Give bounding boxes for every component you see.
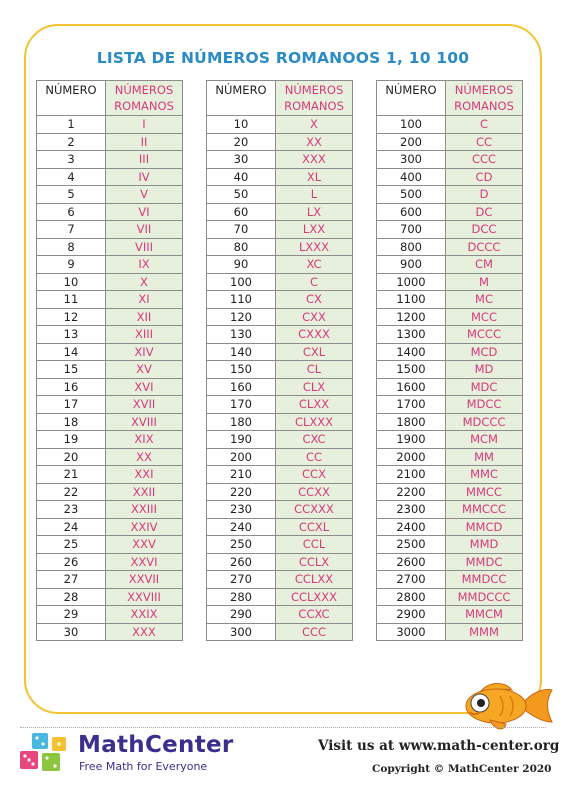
number-cell: 11 bbox=[37, 291, 106, 309]
table-row bbox=[377, 536, 523, 554]
roman-cell: MCM bbox=[446, 431, 523, 449]
number-cell: 1200 bbox=[377, 308, 446, 326]
table-row bbox=[207, 623, 353, 641]
number-cell: 2500 bbox=[377, 536, 446, 554]
table-row bbox=[377, 116, 523, 134]
table-row bbox=[37, 553, 183, 571]
table-row bbox=[377, 571, 523, 589]
table-row bbox=[207, 326, 353, 344]
table-row bbox=[207, 378, 353, 396]
table-row bbox=[377, 308, 523, 326]
table-row bbox=[377, 553, 523, 571]
number-cell: 5 bbox=[37, 186, 106, 204]
roman-cell: MMCC bbox=[446, 483, 523, 501]
number-cell: 1700 bbox=[377, 396, 446, 414]
table-row bbox=[377, 151, 523, 169]
roman-cell: XXIII bbox=[106, 501, 183, 519]
number-cell: 60 bbox=[207, 203, 276, 221]
table-row bbox=[207, 151, 353, 169]
number-cell: 100 bbox=[377, 116, 446, 134]
number-cell: 120 bbox=[207, 308, 276, 326]
roman-cell: XVIII bbox=[106, 413, 183, 431]
roman-cell: MMC bbox=[446, 466, 523, 484]
table-row bbox=[37, 168, 183, 186]
roman-cell: MMCD bbox=[446, 518, 523, 536]
number-cell: 2300 bbox=[377, 501, 446, 519]
table-row bbox=[377, 186, 523, 204]
table-row bbox=[377, 238, 523, 256]
roman-cell: VII bbox=[106, 221, 183, 239]
number-cell: 10 bbox=[207, 116, 276, 134]
roman-cell: MMDCCC bbox=[446, 588, 523, 606]
roman-cell: MMDC bbox=[446, 553, 523, 571]
table-row bbox=[377, 431, 523, 449]
roman-cell: CCC bbox=[276, 623, 353, 641]
roman-cell: CLX bbox=[276, 378, 353, 396]
table-row bbox=[37, 308, 183, 326]
table-row bbox=[377, 378, 523, 396]
number-cell: 25 bbox=[37, 536, 106, 554]
roman-cell: IX bbox=[106, 256, 183, 274]
roman-cell: CXC bbox=[276, 431, 353, 449]
table-row bbox=[207, 343, 353, 361]
number-cell: 27 bbox=[37, 571, 106, 589]
number-cell: 2400 bbox=[377, 518, 446, 536]
table-row bbox=[37, 536, 183, 554]
header-number: NÚMERO bbox=[37, 81, 106, 116]
roman-cell: MM bbox=[446, 448, 523, 466]
number-cell: 21 bbox=[37, 466, 106, 484]
table-row bbox=[37, 361, 183, 379]
goldfish-icon bbox=[460, 678, 556, 734]
table-row bbox=[37, 378, 183, 396]
number-cell: 1 bbox=[37, 116, 106, 134]
roman-cell: XXIV bbox=[106, 518, 183, 536]
number-cell: 4 bbox=[37, 168, 106, 186]
header-number: NÚMERO bbox=[377, 81, 446, 116]
roman-cell: XC bbox=[276, 256, 353, 274]
number-cell: 90 bbox=[207, 256, 276, 274]
roman-cell: CX bbox=[276, 291, 353, 309]
number-cell: 1100 bbox=[377, 291, 446, 309]
table-row bbox=[37, 448, 183, 466]
roman-cell: XXX bbox=[106, 623, 183, 641]
roman-cell: XII bbox=[106, 308, 183, 326]
table-row bbox=[37, 151, 183, 169]
roman-cell: MCD bbox=[446, 343, 523, 361]
roman-cell: LX bbox=[276, 203, 353, 221]
table-row bbox=[207, 466, 353, 484]
table-row bbox=[377, 221, 523, 239]
roman-cell: XXIX bbox=[106, 606, 183, 624]
table-row bbox=[37, 186, 183, 204]
roman-cell: XIII bbox=[106, 326, 183, 344]
roman-cell: M bbox=[446, 273, 523, 291]
number-cell: 8 bbox=[37, 238, 106, 256]
roman-cell: CC bbox=[446, 133, 523, 151]
roman-cell: C bbox=[446, 116, 523, 134]
number-cell: 300 bbox=[207, 623, 276, 641]
number-cell: 210 bbox=[207, 466, 276, 484]
number-cell: 900 bbox=[377, 256, 446, 274]
roman-cell: CCC bbox=[446, 151, 523, 169]
table-row bbox=[37, 413, 183, 431]
table-row bbox=[37, 221, 183, 239]
roman-cell: CCXX bbox=[276, 483, 353, 501]
roman-cell: CXXX bbox=[276, 326, 353, 344]
table-row bbox=[37, 571, 183, 589]
roman-cell: XVII bbox=[106, 396, 183, 414]
table-row bbox=[377, 466, 523, 484]
table-row bbox=[37, 501, 183, 519]
table-row bbox=[207, 291, 353, 309]
roman-cell: CCL bbox=[276, 536, 353, 554]
roman-table-2 bbox=[206, 80, 353, 641]
roman-cell: XX bbox=[276, 133, 353, 151]
table-row bbox=[207, 308, 353, 326]
table-row bbox=[377, 273, 523, 291]
number-cell: 2000 bbox=[377, 448, 446, 466]
dice-logo-icon bbox=[18, 731, 74, 781]
roman-cell: CCX bbox=[276, 466, 353, 484]
number-cell: 13 bbox=[37, 326, 106, 344]
roman-cell: DCCC bbox=[446, 238, 523, 256]
table-row bbox=[377, 203, 523, 221]
roman-cell: XXI bbox=[106, 466, 183, 484]
number-cell: 250 bbox=[207, 536, 276, 554]
roman-cell: CL bbox=[276, 361, 353, 379]
number-cell: 280 bbox=[207, 588, 276, 606]
table-row bbox=[377, 588, 523, 606]
roman-cell: XL bbox=[276, 168, 353, 186]
number-cell: 110 bbox=[207, 291, 276, 309]
roman-cell: XIX bbox=[106, 431, 183, 449]
table-row bbox=[37, 431, 183, 449]
roman-cell: LXXX bbox=[276, 238, 353, 256]
roman-cell: X bbox=[106, 273, 183, 291]
table-row bbox=[207, 361, 353, 379]
brand-name: MathCenter bbox=[78, 732, 234, 758]
roman-cell: MD bbox=[446, 361, 523, 379]
number-cell: 30 bbox=[37, 623, 106, 641]
roman-cell: CLXX bbox=[276, 396, 353, 414]
roman-cell: C bbox=[276, 273, 353, 291]
number-cell: 1000 bbox=[377, 273, 446, 291]
table-row bbox=[377, 133, 523, 151]
number-cell: 600 bbox=[377, 203, 446, 221]
number-cell: 15 bbox=[37, 361, 106, 379]
page-title: LISTA DE NÚMEROS ROMANOOS 1, 10 100 bbox=[96, 49, 470, 67]
header-roman: NÚMEROS ROMANOS bbox=[276, 81, 353, 116]
table-row bbox=[377, 606, 523, 624]
table-row bbox=[377, 361, 523, 379]
table-row bbox=[207, 203, 353, 221]
number-cell: 1900 bbox=[377, 431, 446, 449]
footer-divider bbox=[20, 727, 546, 728]
table-row bbox=[207, 396, 353, 414]
roman-cell: CCXXX bbox=[276, 501, 353, 519]
roman-cell: XI bbox=[106, 291, 183, 309]
roman-cell: XVI bbox=[106, 378, 183, 396]
table-row bbox=[37, 588, 183, 606]
roman-cell: D bbox=[446, 186, 523, 204]
table-row bbox=[37, 343, 183, 361]
roman-cell: XXII bbox=[106, 483, 183, 501]
table-row bbox=[207, 256, 353, 274]
number-cell: 3000 bbox=[377, 623, 446, 641]
header-number: NÚMERO bbox=[207, 81, 276, 116]
roman-cell: MCC bbox=[446, 308, 523, 326]
number-cell: 28 bbox=[37, 588, 106, 606]
roman-table-3 bbox=[376, 80, 523, 641]
table-row bbox=[207, 588, 353, 606]
roman-cell: VIII bbox=[106, 238, 183, 256]
table-row bbox=[37, 623, 183, 641]
number-cell: 80 bbox=[207, 238, 276, 256]
roman-cell: V bbox=[106, 186, 183, 204]
table-row bbox=[37, 518, 183, 536]
roman-cell: XXVI bbox=[106, 553, 183, 571]
number-cell: 230 bbox=[207, 501, 276, 519]
brand-tagline: Free Math for Everyone bbox=[79, 760, 208, 773]
number-cell: 2 bbox=[37, 133, 106, 151]
roman-cell: CC bbox=[276, 448, 353, 466]
number-cell: 2800 bbox=[377, 588, 446, 606]
number-cell: 16 bbox=[37, 378, 106, 396]
number-cell: 14 bbox=[37, 343, 106, 361]
number-cell: 40 bbox=[207, 168, 276, 186]
number-cell: 26 bbox=[37, 553, 106, 571]
number-cell: 190 bbox=[207, 431, 276, 449]
table-row bbox=[377, 396, 523, 414]
number-cell: 2900 bbox=[377, 606, 446, 624]
number-cell: 170 bbox=[207, 396, 276, 414]
table-row bbox=[207, 501, 353, 519]
table-row bbox=[207, 553, 353, 571]
roman-cell: XXX bbox=[276, 151, 353, 169]
roman-cell: CCLX bbox=[276, 553, 353, 571]
number-cell: 24 bbox=[37, 518, 106, 536]
table-row bbox=[37, 326, 183, 344]
number-cell: 10 bbox=[37, 273, 106, 291]
header-roman: NÚMEROS ROMANOS bbox=[446, 81, 523, 116]
number-cell: 1500 bbox=[377, 361, 446, 379]
number-cell: 180 bbox=[207, 413, 276, 431]
roman-cell: XXVIII bbox=[106, 588, 183, 606]
number-cell: 130 bbox=[207, 326, 276, 344]
number-cell: 12 bbox=[37, 308, 106, 326]
number-cell: 1600 bbox=[377, 378, 446, 396]
number-cell: 220 bbox=[207, 483, 276, 501]
copyright: Copyright © MathCenter 2020 bbox=[372, 763, 552, 775]
roman-cell: MMD bbox=[446, 536, 523, 554]
number-cell: 2100 bbox=[377, 466, 446, 484]
number-cell: 270 bbox=[207, 571, 276, 589]
number-cell: 140 bbox=[207, 343, 276, 361]
table-row bbox=[37, 483, 183, 501]
number-cell: 2600 bbox=[377, 553, 446, 571]
table-row bbox=[207, 221, 353, 239]
number-cell: 7 bbox=[37, 221, 106, 239]
roman-cell: L bbox=[276, 186, 353, 204]
table-row bbox=[207, 448, 353, 466]
number-cell: 20 bbox=[207, 133, 276, 151]
number-cell: 100 bbox=[207, 273, 276, 291]
table-row bbox=[37, 466, 183, 484]
table-row bbox=[377, 256, 523, 274]
visit-link[interactable]: Visit us at www.math-center.org bbox=[318, 738, 560, 754]
number-cell: 23 bbox=[37, 501, 106, 519]
table-row bbox=[37, 396, 183, 414]
table-row bbox=[207, 168, 353, 186]
roman-cell: CLXXX bbox=[276, 413, 353, 431]
number-cell: 240 bbox=[207, 518, 276, 536]
roman-cell: MCCC bbox=[446, 326, 523, 344]
number-cell: 22 bbox=[37, 483, 106, 501]
number-cell: 30 bbox=[207, 151, 276, 169]
number-cell: 2200 bbox=[377, 483, 446, 501]
roman-cell: XIV bbox=[106, 343, 183, 361]
roman-cell: I bbox=[106, 116, 183, 134]
number-cell: 1300 bbox=[377, 326, 446, 344]
table-row bbox=[377, 623, 523, 641]
number-cell: 6 bbox=[37, 203, 106, 221]
roman-cell: DCC bbox=[446, 221, 523, 239]
number-cell: 20 bbox=[37, 448, 106, 466]
table-row bbox=[207, 273, 353, 291]
header-roman: NÚMEROS ROMANOS bbox=[106, 81, 183, 116]
table-row bbox=[207, 518, 353, 536]
number-cell: 17 bbox=[37, 396, 106, 414]
number-cell: 400 bbox=[377, 168, 446, 186]
number-cell: 70 bbox=[207, 221, 276, 239]
number-cell: 150 bbox=[207, 361, 276, 379]
table-row bbox=[37, 133, 183, 151]
roman-cell: X bbox=[276, 116, 353, 134]
table-row bbox=[37, 273, 183, 291]
roman-cell: DC bbox=[446, 203, 523, 221]
number-cell: 700 bbox=[377, 221, 446, 239]
table-row bbox=[207, 431, 353, 449]
roman-cell: IV bbox=[106, 168, 183, 186]
number-cell: 50 bbox=[207, 186, 276, 204]
roman-cell: XXV bbox=[106, 536, 183, 554]
number-cell: 160 bbox=[207, 378, 276, 396]
roman-cell: LXX bbox=[276, 221, 353, 239]
roman-cell: CM bbox=[446, 256, 523, 274]
table-row bbox=[377, 483, 523, 501]
table-row bbox=[207, 483, 353, 501]
table-row bbox=[207, 413, 353, 431]
number-cell: 18 bbox=[37, 413, 106, 431]
roman-cell: CCXC bbox=[276, 606, 353, 624]
roman-cell: CCLXX bbox=[276, 571, 353, 589]
table-row bbox=[377, 518, 523, 536]
roman-cell: CCLXXX bbox=[276, 588, 353, 606]
table-row bbox=[377, 291, 523, 309]
table-row bbox=[377, 326, 523, 344]
table-row bbox=[37, 203, 183, 221]
roman-cell: CCXL bbox=[276, 518, 353, 536]
table-row bbox=[37, 256, 183, 274]
roman-cell: CD bbox=[446, 168, 523, 186]
table-row bbox=[207, 238, 353, 256]
number-cell: 9 bbox=[37, 256, 106, 274]
roman-table-1 bbox=[36, 80, 183, 641]
roman-cell: CXX bbox=[276, 308, 353, 326]
table-row bbox=[377, 501, 523, 519]
table-row bbox=[207, 571, 353, 589]
table-row bbox=[377, 343, 523, 361]
roman-cell: II bbox=[106, 133, 183, 151]
table-row bbox=[37, 606, 183, 624]
roman-cell: MMM bbox=[446, 623, 523, 641]
roman-cell: MDC bbox=[446, 378, 523, 396]
roman-cell: CXL bbox=[276, 343, 353, 361]
number-cell: 200 bbox=[207, 448, 276, 466]
table-row bbox=[207, 133, 353, 151]
table-row bbox=[377, 448, 523, 466]
number-cell: 260 bbox=[207, 553, 276, 571]
number-cell: 1400 bbox=[377, 343, 446, 361]
roman-cell: VI bbox=[106, 203, 183, 221]
table-row bbox=[377, 168, 523, 186]
roman-cell: MDCCC bbox=[446, 413, 523, 431]
table-row bbox=[207, 536, 353, 554]
number-cell: 200 bbox=[377, 133, 446, 151]
roman-cell: MMDCC bbox=[446, 571, 523, 589]
table-row bbox=[37, 291, 183, 309]
table-row bbox=[37, 238, 183, 256]
roman-cell: MC bbox=[446, 291, 523, 309]
roman-cell: XX bbox=[106, 448, 183, 466]
table-row bbox=[207, 116, 353, 134]
number-cell: 2700 bbox=[377, 571, 446, 589]
table-row bbox=[377, 413, 523, 431]
number-cell: 290 bbox=[207, 606, 276, 624]
number-cell: 29 bbox=[37, 606, 106, 624]
roman-cell: XXVII bbox=[106, 571, 183, 589]
table-row bbox=[207, 186, 353, 204]
roman-cell: XV bbox=[106, 361, 183, 379]
number-cell: 1800 bbox=[377, 413, 446, 431]
number-cell: 3 bbox=[37, 151, 106, 169]
roman-cell: III bbox=[106, 151, 183, 169]
roman-cell: MMCCC bbox=[446, 501, 523, 519]
number-cell: 300 bbox=[377, 151, 446, 169]
roman-cell: MDCC bbox=[446, 396, 523, 414]
roman-cell: MMCM bbox=[446, 606, 523, 624]
number-cell: 500 bbox=[377, 186, 446, 204]
table-row bbox=[37, 116, 183, 134]
table-row bbox=[207, 606, 353, 624]
number-cell: 800 bbox=[377, 238, 446, 256]
number-cell: 19 bbox=[37, 431, 106, 449]
